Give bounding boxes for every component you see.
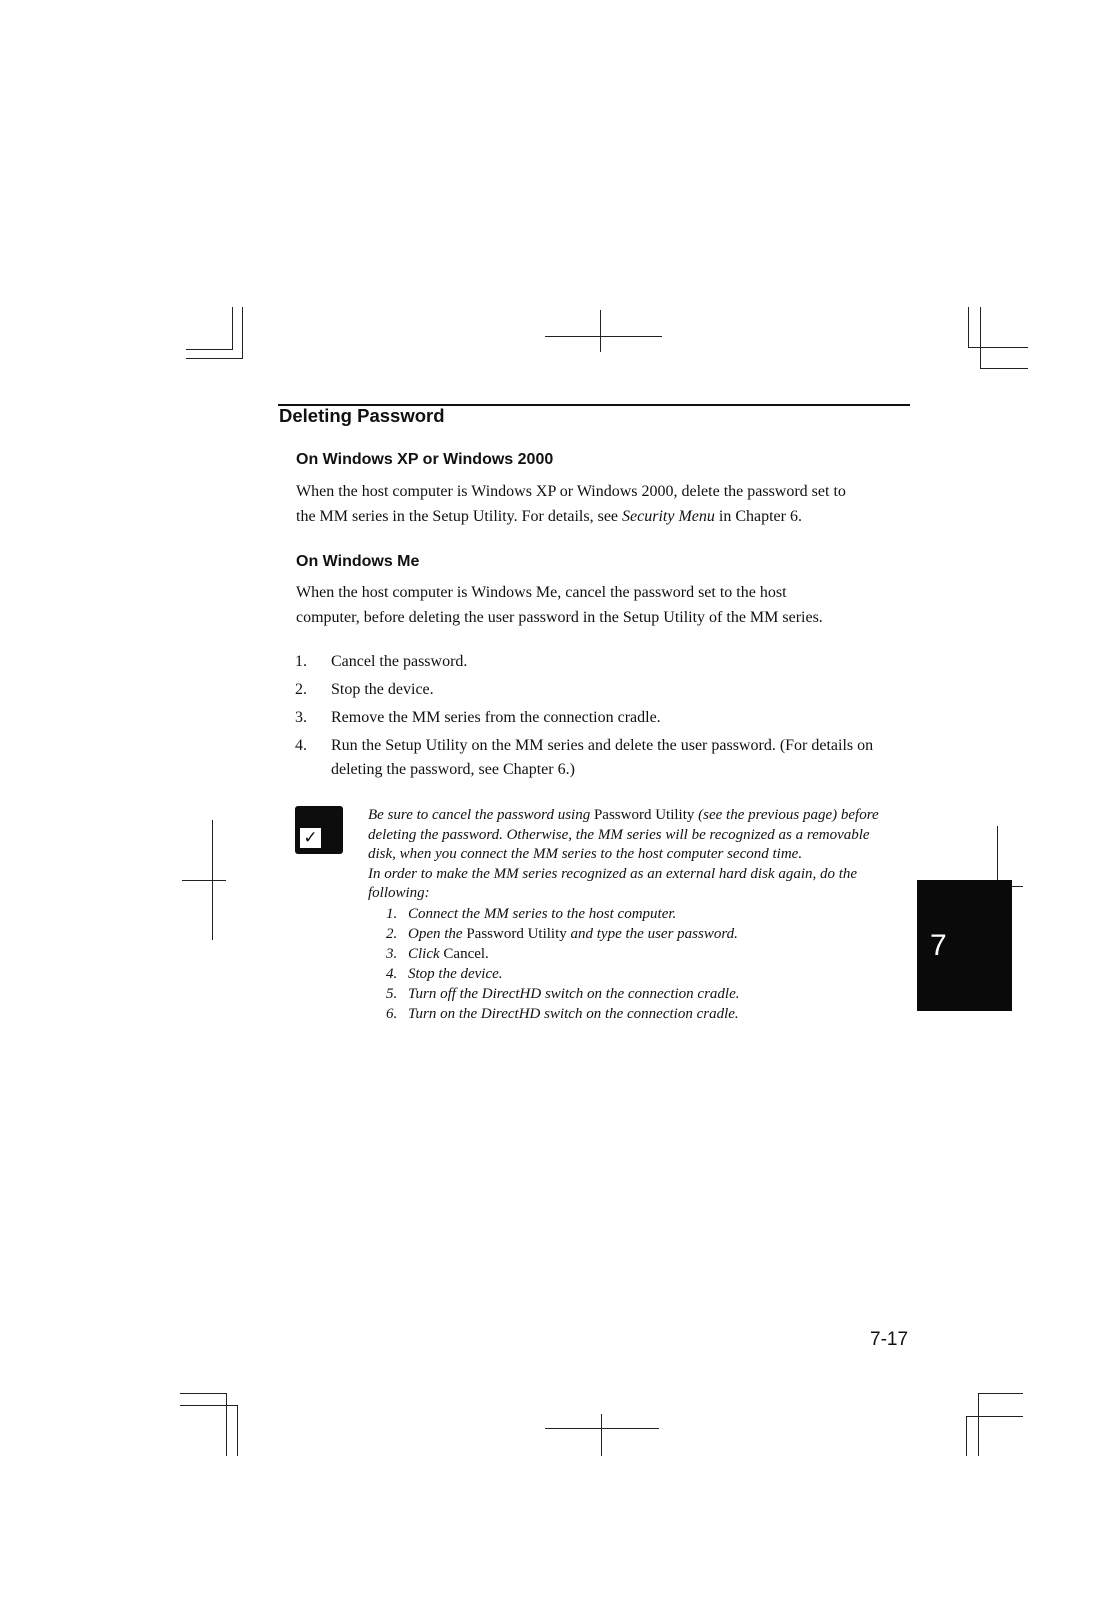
section-title: Deleting Password (279, 405, 445, 426)
page-number: 7-17 (870, 1329, 909, 1350)
note-step-text: Stop the device. (408, 965, 503, 982)
list-item (386, 904, 888, 924)
note-step-text: Connect the MM series to the host computer. (408, 905, 677, 922)
list-item (386, 984, 888, 1004)
note-step-number: 5. (386, 985, 398, 1002)
xp-line-2-post: in Chapter 6. (714, 508, 802, 525)
me-line-2: computer, before deleting the user password in the Setup Utility of the MM series. (296, 609, 823, 626)
paragraph-windows-me (296, 580, 916, 630)
step-text: Run the Setup Utility on the MM series and delete the user password. (For details on deleting the password, see Chapter 6.) (331, 737, 874, 778)
step-number: 2. (295, 681, 307, 698)
list-item (283, 678, 903, 702)
note-step-text: Turn off the DirectHD switch on the connection cradle. (408, 985, 740, 1002)
note-step-text-a: Click (408, 945, 444, 962)
security-menu-reference: Security Menu (622, 508, 715, 525)
list-item (386, 944, 888, 964)
note-paragraph-1 (368, 806, 888, 865)
note-p1-c: (see the previous page) before deleting the password. Otherwise, the MM series will be recognized as a removable disk, when you connect the MM series to the host computer second time. (368, 807, 879, 863)
paragraph-windows-xp (296, 479, 916, 529)
check-icon: ✓ (295, 806, 343, 854)
note-p1-a: Be sure to cancel the password using (368, 807, 594, 823)
note-steps (368, 904, 888, 1024)
procedure-steps (283, 650, 903, 786)
chapter-number: 7 (930, 929, 947, 962)
note-step-number: 6. (386, 1005, 398, 1022)
note-step-text-a: Open the (408, 925, 467, 942)
xp-line-1: When the host computer is Windows XP or Windows 2000, delete the password set to (296, 483, 846, 500)
note-step-number: 3. (386, 945, 398, 962)
note-step-text-c: and type the user password. (566, 925, 738, 942)
list-item (386, 924, 888, 944)
step-text: Stop the device. (331, 681, 434, 698)
list-item (386, 964, 888, 984)
list-item (283, 706, 903, 730)
xp-line-2-pre: the MM series in the Setup Utility. For details, see (296, 508, 623, 525)
heading-windows-xp: On Windows XP or Windows 2000 (296, 451, 554, 468)
note-block (368, 806, 888, 1024)
note-step-number: 1. (386, 905, 398, 922)
me-line-1: When the host computer is Windows Me, cancel the password set to the host (296, 584, 787, 601)
heading-windows-me: On Windows Me (296, 553, 420, 570)
note-step-number: 2. (386, 925, 398, 942)
note-step-number: 4. (386, 965, 398, 982)
step-number: 4. (295, 737, 307, 754)
password-utility-label: Password Utility (593, 807, 695, 823)
list-item (283, 734, 903, 782)
note-paragraph-2: In order to make the MM series recognized as an external hard disk again, do the following: (368, 865, 858, 902)
list-item (283, 650, 903, 674)
cancel-label: Cancel. (443, 945, 489, 962)
step-number: 1. (295, 653, 307, 670)
note-step-text: Turn on the DirectHD switch on the connection cradle. (408, 1005, 739, 1022)
step-text: Remove the MM series from the connection cradle. (331, 709, 661, 726)
password-utility-label: Password Utility (466, 925, 567, 942)
step-number: 3. (295, 709, 307, 726)
list-item (386, 1004, 888, 1024)
step-text: Cancel the password. (331, 653, 468, 670)
chapter-tab (917, 880, 1012, 1011)
